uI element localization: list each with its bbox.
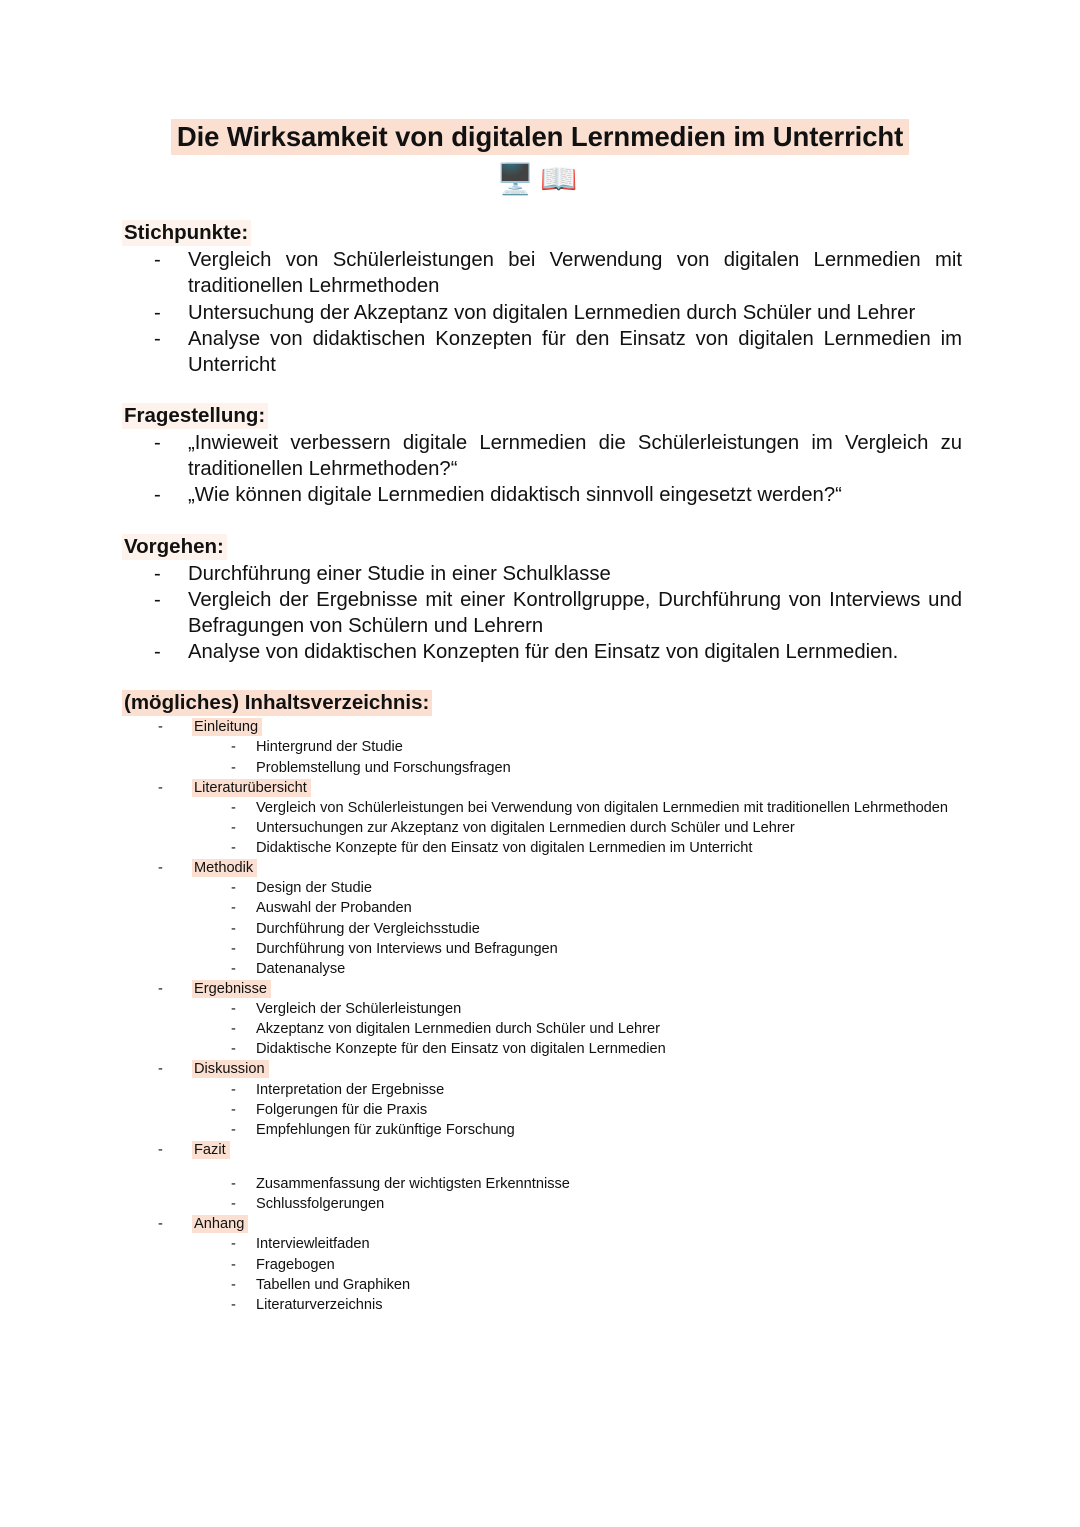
bullet-dash: - [231,799,236,816]
bullet-list [0,430,1080,509]
toc-entry-sublabel: Durchführung von Interviews und Befragungen [256,940,558,957]
bullet-dash: - [231,900,236,917]
bullet-dash: - [231,920,236,937]
toc-entry-level2 [231,1120,962,1140]
toc-entry-sublabel: Durchführung der Vergleichsstudie [256,920,480,937]
section-heading [122,535,1080,559]
bullet-dash: - [158,980,163,997]
bullet-list [0,561,1080,666]
page-title: Die Wirksamkeit von digitalen Lernmedien im Unterricht [171,119,909,155]
toc-entry-label: Ergebnisse [192,980,271,998]
toc-entry-level1 [158,717,1080,737]
toc-entry-level2 [231,798,962,818]
toc-entry-level2 [231,1039,962,1059]
toc-entry-sublabel: Akzeptanz von digitalen Lernmedien durch Schüler und Lehrer [256,1021,661,1038]
toc-entry-level1 [158,778,1080,798]
toc-entry-sublabel: Auswahl der Probanden [256,900,412,917]
toc-entry-level1 [158,1059,1080,1079]
list-item-text: „Inwieweit verbessern digitale Lernmedien die Schülerleistungen im Vergleich zu traditionellen Lehrmethoden?“ [188,432,962,481]
toc-entry-label: Literaturübersicht [192,779,311,797]
list-item-text: Analyse von didaktischen Konzepten für den Einsatz von digitalen Lernmedien. [188,641,899,664]
bullet-list [0,247,1080,378]
list-item [152,587,962,639]
list-item-text: Vergleich von Schülerleistungen bei Verwendung von digitalen Lernmedien mit traditionellen Lehrmethoden [188,249,962,298]
bullet-dash: - [158,1216,163,1233]
bullet-dash: - [231,1021,236,1038]
toc-spacer [0,1160,1080,1174]
toc-entry-level1 [158,979,1080,999]
section-heading-text: Vorgehen: [122,534,227,560]
toc-entry-level2 [231,999,962,1019]
toc-entry-level2 [231,939,962,959]
toc-entry-level2 [231,1080,962,1100]
toc-entry-sublabel: Interpretation der Ergebnisse [256,1081,445,1098]
list-item [152,326,962,378]
bullet-dash: - [231,1196,236,1213]
bullet-dash: - [154,641,161,664]
bullet-dash: - [231,1296,236,1313]
toc-entry-level2 [231,1295,962,1315]
toc-entry-sublabel: Fragebogen [256,1256,335,1273]
toc-entry-sublabel: Tabellen und Graphiken [256,1276,411,1293]
toc-entry-level2 [231,818,962,838]
toc-entry-sublabel: Hintergrund der Studie [256,739,403,756]
toc-entry-level2 [231,1174,962,1194]
bullet-dash: - [158,719,163,736]
toc-entry-level2 [231,758,962,778]
list-item-text: „Wie können digitale Lernmedien didaktisch sinnvoll eingesetzt werden?“ [188,484,842,507]
bullet-dash: - [154,484,161,507]
bullet-dash: - [231,1041,236,1058]
bullet-dash: - [154,562,161,585]
list-item-text: Vergleich der Ergebnisse mit einer Kontrollgruppe, Durchführung von Interviews und Befragungen von Schülern und Lehrern [188,588,962,637]
bullet-dash: - [231,1256,236,1273]
toc-entry-level2 [231,737,962,757]
bullet-dash: - [231,940,236,957]
section-heading-text: Stichpunkte: [122,220,251,246]
bullet-dash: - [158,1061,163,1078]
toc-entry-level2 [231,838,962,858]
bullet-dash: - [231,840,236,857]
bullet-dash: - [231,1276,236,1293]
toc-entry-level2 [231,1255,962,1275]
list-item [152,300,962,326]
toc-entry-sublabel: Schlussfolgerungen [256,1196,385,1213]
section-heading [122,404,1080,428]
toc-entry-label: Fazit [192,1141,230,1159]
bullet-dash: - [231,1001,236,1018]
bullet-dash: - [231,1101,236,1118]
bullet-dash: - [154,301,161,324]
toc-heading [122,691,1080,715]
toc-entry-sublabel: Untersuchungen zur Akzeptanz von digitalen Lernmedien durch Schüler und Lehrer [256,819,795,836]
toc-entry-sublabel: Design der Studie [256,880,373,897]
bullet-dash: - [231,1176,236,1193]
bullet-dash: - [158,1141,163,1158]
toc-entry-sublabel: Didaktische Konzepte für den Einsatz von digitalen Lernmedien im Unterricht [256,840,753,857]
desktop-computer-icon: 🖥️ [496,163,540,197]
section-heading [122,221,1080,245]
table-of-contents [0,691,1080,1315]
toc-entry-level2 [231,1019,962,1039]
bullet-dash: - [154,249,161,272]
toc-entry-sublabel: Didaktische Konzepte für den Einsatz von digitalen Lernmedien [256,1041,666,1058]
bullet-dash: - [154,432,161,455]
list-item-text: Untersuchung der Akzeptanz von digitalen Lernmedien durch Schüler und Lehrer [188,301,916,324]
list-item [152,482,962,508]
toc-entry-level1 [158,1140,1080,1160]
toc-entry-sublabel: Literaturverzeichnis [256,1296,383,1313]
toc-entry-sublabel: Empfehlungen für zukünftige Forschung [256,1121,515,1138]
toc-entry-sublabel: Vergleich von Schülerleistungen bei Verwendung von digitalen Lernmedien mit traditionellen Lehrmethoden [256,799,949,816]
toc-entry-label: Diskussion [192,1060,269,1078]
toc-entry-level1 [158,858,1080,878]
section-heading-text: Fragestellung: [122,403,268,429]
bullet-dash: - [231,759,236,776]
toc-entries [0,717,1080,1315]
toc-entry-level2 [231,878,962,898]
toc-heading-text: (mögliches) Inhaltsverzeichnis: [122,690,432,716]
toc-entry-sublabel: Problemstellung und Forschungsfragen [256,759,511,776]
bullet-dash: - [231,1081,236,1098]
list-item [152,430,962,482]
list-item [152,561,962,587]
list-item [152,247,962,299]
bullet-dash: - [154,327,161,350]
open-book-icon: 📖 [540,163,584,197]
bullet-dash: - [231,1236,236,1253]
toc-entry-level2 [231,1275,962,1295]
bullet-dash: - [231,880,236,897]
toc-entry-sublabel: Zusammenfassung der wichtigsten Erkenntnisse [256,1176,570,1193]
toc-entry-label: Methodik [192,859,257,877]
bullet-dash: - [158,860,163,877]
list-item-text: Durchführung einer Studie in einer Schulklasse [188,562,611,585]
bullet-dash: - [231,960,236,977]
toc-entry-level2 [231,919,962,939]
bullet-dash: - [231,819,236,836]
bullet-dash: - [231,1121,236,1138]
sections-container [0,221,1080,665]
toc-entry-sublabel: Datenanalyse [256,960,346,977]
list-item [152,639,962,665]
toc-entry-level1 [158,1214,1080,1234]
bullet-dash: - [154,588,161,611]
list-item-text: Analyse von didaktischen Konzepten für den Einsatz von digitalen Lernmedien im Unterricht [188,327,962,376]
toc-entry-level2 [231,1100,962,1120]
title-icon-row [0,164,1080,195]
toc-entry-label: Einleitung [192,718,262,736]
toc-entry-label: Anhang [192,1215,248,1233]
toc-entry-level2 [231,1234,962,1254]
toc-entry-sublabel: Folgerungen für die Praxis [256,1101,428,1118]
toc-entry-level2 [231,898,962,918]
bullet-dash: - [158,779,163,796]
bullet-dash: - [231,739,236,756]
title-block [0,118,1080,195]
toc-entry-sublabel: Interviewleitfaden [256,1236,370,1253]
toc-entry-sublabel: Vergleich der Schülerleistungen [256,1001,462,1018]
toc-entry-level2 [231,1194,962,1214]
toc-entry-level2 [231,959,962,979]
